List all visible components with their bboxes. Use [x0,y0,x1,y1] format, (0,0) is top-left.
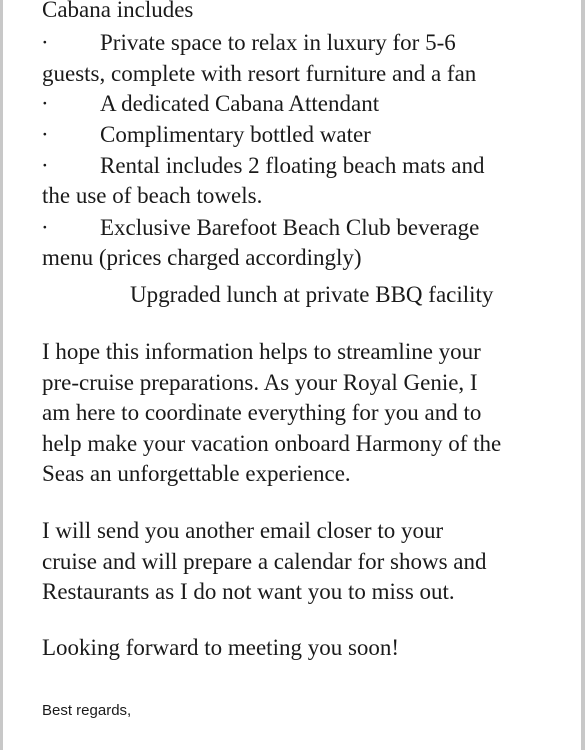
paragraph-line: Restaurants as I do not want you to miss out. [42,579,455,604]
list-item-continuation: menu (prices charged accordingly) [42,245,362,270]
paragraph-line: cruise and will prepare a calendar for shows and [42,549,487,574]
list-item-continuation: the use of beach towels. [42,183,263,208]
bullet: · [41,30,49,55]
right-border [581,0,585,750]
paragraph-line: am here to coordinate everything for you and to [42,400,482,425]
bullet: · [41,122,49,147]
cabana-heading: Cabana includes [42,0,194,22]
list-item-text: A dedicated Cabana Attendant [100,91,380,116]
paragraph-line: Looking forward to meeting you soon! [42,635,400,660]
list-item-text: Rental includes 2 floating beach mats and [100,153,485,178]
left-border [0,0,3,750]
bullet: · [41,153,49,178]
paragraph-line: help make your vacation onboard Harmony of the [42,431,502,456]
paragraph-line: I hope this information helps to streamline your [42,339,481,364]
paragraph-line: Seas an unforgettable experience. [42,461,351,486]
list-item-continuation: guests, complete with resort furniture and a fan [42,61,477,86]
paragraph-line: pre-cruise preparations. As your Royal Genie, I [42,370,478,395]
bullet: · [41,91,49,116]
paragraph-line: I will send you another email closer to your [42,518,444,543]
signoff: Best regards, [42,702,132,719]
list-item-text: Exclusive Barefoot Beach Club beverage [100,215,480,240]
list-item-extra: Upgraded lunch at private BBQ facility [130,282,494,307]
list-item-text: Complimentary bottled water [100,122,371,147]
bullet: · [41,215,49,240]
list-item-text: Private space to relax in luxury for 5-6 [100,30,456,55]
